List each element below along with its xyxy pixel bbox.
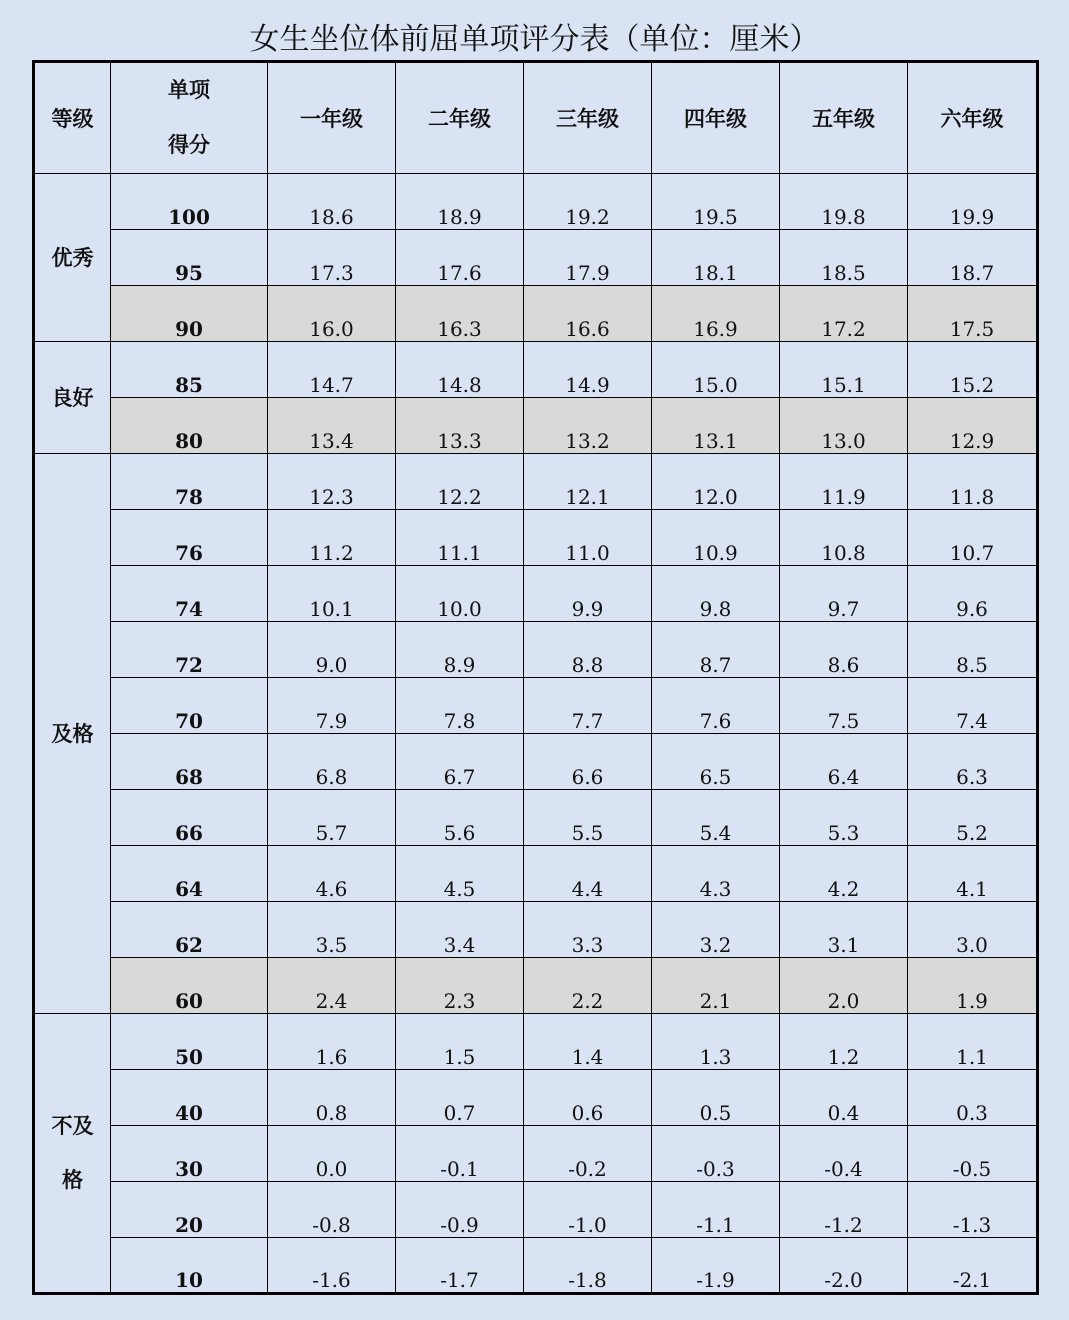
- value-cell: 6.6: [524, 734, 652, 790]
- value-cell: 5.7: [268, 790, 396, 846]
- value-cell: 10.8: [780, 510, 908, 566]
- grade-label: 良好: [34, 342, 111, 454]
- value-cell: -2.1: [908, 1238, 1038, 1294]
- value-cell: 6.7: [396, 734, 524, 790]
- value-cell: -1.2: [780, 1182, 908, 1238]
- value-cell: 13.3: [396, 398, 524, 454]
- value-cell: 19.2: [524, 174, 652, 230]
- score-cell: 74: [111, 566, 268, 622]
- value-cell: -0.9: [396, 1182, 524, 1238]
- value-cell: -1.7: [396, 1238, 524, 1294]
- header-grade-5: 五年级: [780, 62, 908, 174]
- value-cell: 15.2: [908, 342, 1038, 398]
- value-cell: 18.6: [268, 174, 396, 230]
- value-cell: 8.8: [524, 622, 652, 678]
- value-cell: 15.1: [780, 342, 908, 398]
- value-cell: 5.2: [908, 790, 1038, 846]
- value-cell: 17.6: [396, 230, 524, 286]
- value-cell: 11.1: [396, 510, 524, 566]
- value-cell: 5.6: [396, 790, 524, 846]
- value-cell: 6.3: [908, 734, 1038, 790]
- value-cell: 4.5: [396, 846, 524, 902]
- score-cell: 50: [111, 1014, 268, 1070]
- value-cell: 6.4: [780, 734, 908, 790]
- header-grade-4: 四年级: [652, 62, 780, 174]
- table-row: [34, 1238, 1038, 1294]
- value-cell: 1.3: [652, 1014, 780, 1070]
- value-cell: 19.5: [652, 174, 780, 230]
- value-cell: 10.0: [396, 566, 524, 622]
- value-cell: 17.9: [524, 230, 652, 286]
- table-row: [34, 230, 1038, 286]
- value-cell: 19.9: [908, 174, 1038, 230]
- value-cell: 7.8: [396, 678, 524, 734]
- score-cell: 76: [111, 510, 268, 566]
- header-score: [111, 62, 268, 174]
- value-cell: 3.0: [908, 902, 1038, 958]
- value-cell: 7.4: [908, 678, 1038, 734]
- value-cell: 12.9: [908, 398, 1038, 454]
- value-cell: 3.4: [396, 902, 524, 958]
- table-row: [34, 510, 1038, 566]
- value-cell: 18.1: [652, 230, 780, 286]
- table-row: [34, 454, 1038, 510]
- table-row: [34, 174, 1038, 230]
- value-cell: 1.1: [908, 1014, 1038, 1070]
- value-cell: 5.4: [652, 790, 780, 846]
- value-cell: -0.1: [396, 1126, 524, 1182]
- value-cell: 8.9: [396, 622, 524, 678]
- value-cell: 13.2: [524, 398, 652, 454]
- value-cell: 2.4: [268, 958, 396, 1014]
- value-cell: 1.6: [268, 1014, 396, 1070]
- value-cell: 4.1: [908, 846, 1038, 902]
- value-cell: 9.8: [652, 566, 780, 622]
- value-cell: 0.5: [652, 1070, 780, 1126]
- value-cell: 17.2: [780, 286, 908, 342]
- value-cell: 0.6: [524, 1070, 652, 1126]
- header-grade: 等级: [34, 62, 111, 174]
- value-cell: 4.2: [780, 846, 908, 902]
- value-cell: 1.5: [396, 1014, 524, 1070]
- table-row: [34, 398, 1038, 454]
- table-row: [34, 902, 1038, 958]
- table-row: [34, 1014, 1038, 1070]
- grade-label: 及格: [34, 454, 111, 1014]
- value-cell: 16.0: [268, 286, 396, 342]
- grade-label: [34, 1014, 111, 1294]
- score-cell: 85: [111, 342, 268, 398]
- table-row: [34, 1126, 1038, 1182]
- value-cell: 9.9: [524, 566, 652, 622]
- table-row: [34, 1070, 1038, 1126]
- value-cell: 9.7: [780, 566, 908, 622]
- table-row: [34, 790, 1038, 846]
- value-cell: 15.0: [652, 342, 780, 398]
- value-cell: 11.2: [268, 510, 396, 566]
- value-cell: 17.5: [908, 286, 1038, 342]
- score-cell: 68: [111, 734, 268, 790]
- value-cell: -0.3: [652, 1126, 780, 1182]
- value-cell: 18.7: [908, 230, 1038, 286]
- table-row: [34, 286, 1038, 342]
- value-cell: 14.7: [268, 342, 396, 398]
- value-cell: 3.3: [524, 902, 652, 958]
- table-row: [34, 622, 1038, 678]
- value-cell: 10.7: [908, 510, 1038, 566]
- value-cell: -2.0: [780, 1238, 908, 1294]
- value-cell: 12.3: [268, 454, 396, 510]
- value-cell: 3.1: [780, 902, 908, 958]
- grade-label: 优秀: [34, 174, 111, 342]
- value-cell: 8.5: [908, 622, 1038, 678]
- value-cell: 18.9: [396, 174, 524, 230]
- value-cell: 14.9: [524, 342, 652, 398]
- score-cell: 66: [111, 790, 268, 846]
- value-cell: 0.7: [396, 1070, 524, 1126]
- value-cell: 12.1: [524, 454, 652, 510]
- value-cell: 4.6: [268, 846, 396, 902]
- value-cell: 7.7: [524, 678, 652, 734]
- value-cell: 0.3: [908, 1070, 1038, 1126]
- value-cell: 19.8: [780, 174, 908, 230]
- score-cell: 100: [111, 174, 268, 230]
- value-cell: 10.9: [652, 510, 780, 566]
- value-cell: 10.1: [268, 566, 396, 622]
- score-cell: 62: [111, 902, 268, 958]
- value-cell: 5.3: [780, 790, 908, 846]
- value-cell: 11.9: [780, 454, 908, 510]
- value-cell: 5.5: [524, 790, 652, 846]
- score-cell: 72: [111, 622, 268, 678]
- value-cell: 1.9: [908, 958, 1038, 1014]
- value-cell: -1.3: [908, 1182, 1038, 1238]
- value-cell: 3.2: [652, 902, 780, 958]
- value-cell: 12.2: [396, 454, 524, 510]
- value-cell: -0.2: [524, 1126, 652, 1182]
- header-grade-1: 一年级: [268, 62, 396, 174]
- score-cell: 95: [111, 230, 268, 286]
- value-cell: 1.4: [524, 1014, 652, 1070]
- header-score-line2: 得分: [168, 133, 210, 157]
- value-cell: 18.5: [780, 230, 908, 286]
- value-cell: 4.3: [652, 846, 780, 902]
- value-cell: 6.5: [652, 734, 780, 790]
- value-cell: 7.9: [268, 678, 396, 734]
- value-cell: 16.3: [396, 286, 524, 342]
- value-cell: -1.8: [524, 1238, 652, 1294]
- score-cell: 90: [111, 286, 268, 342]
- value-cell: 16.6: [524, 286, 652, 342]
- value-cell: -1.6: [268, 1238, 396, 1294]
- value-cell: 13.1: [652, 398, 780, 454]
- value-cell: 3.5: [268, 902, 396, 958]
- value-cell: 11.8: [908, 454, 1038, 510]
- value-cell: 17.3: [268, 230, 396, 286]
- header-score-line1: 单项: [168, 78, 210, 102]
- score-cell: 40: [111, 1070, 268, 1126]
- value-cell: -1.9: [652, 1238, 780, 1294]
- value-cell: 6.8: [268, 734, 396, 790]
- value-cell: -1.0: [524, 1182, 652, 1238]
- value-cell: -0.5: [908, 1126, 1038, 1182]
- table-row: [34, 566, 1038, 622]
- score-cell: 78: [111, 454, 268, 510]
- value-cell: 13.4: [268, 398, 396, 454]
- value-cell: 2.2: [524, 958, 652, 1014]
- value-cell: 1.2: [780, 1014, 908, 1070]
- value-cell: -1.1: [652, 1182, 780, 1238]
- value-cell: 7.5: [780, 678, 908, 734]
- table-row: [34, 734, 1038, 790]
- score-cell: 70: [111, 678, 268, 734]
- grade-label-line: 不及: [51, 1114, 94, 1138]
- score-cell: 20: [111, 1182, 268, 1238]
- grade-label-line: 格: [62, 1168, 83, 1192]
- header-row: [34, 62, 1038, 174]
- header-grade-6: 六年级: [908, 62, 1038, 174]
- value-cell: 4.4: [524, 846, 652, 902]
- value-cell: -0.4: [780, 1126, 908, 1182]
- value-cell: 2.0: [780, 958, 908, 1014]
- value-cell: 12.0: [652, 454, 780, 510]
- value-cell: 11.0: [524, 510, 652, 566]
- value-cell: 14.8: [396, 342, 524, 398]
- value-cell: 16.9: [652, 286, 780, 342]
- table-row: [34, 342, 1038, 398]
- scoring-table: [32, 60, 1039, 1295]
- value-cell: 7.6: [652, 678, 780, 734]
- score-cell: 80: [111, 398, 268, 454]
- table-body: [34, 174, 1038, 1294]
- page-title: 女生坐位体前屈单项评分表（单位：厘米）: [249, 22, 820, 57]
- score-cell: 64: [111, 846, 268, 902]
- table-row: [34, 846, 1038, 902]
- value-cell: -0.8: [268, 1182, 396, 1238]
- value-cell: 0.0: [268, 1126, 396, 1182]
- value-cell: 9.0: [268, 622, 396, 678]
- table-row: [34, 958, 1038, 1014]
- value-cell: 9.6: [908, 566, 1038, 622]
- value-cell: 13.0: [780, 398, 908, 454]
- header-grade-3: 三年级: [524, 62, 652, 174]
- score-cell: 10: [111, 1238, 268, 1294]
- value-cell: 0.8: [268, 1070, 396, 1126]
- header-grade-2: 二年级: [396, 62, 524, 174]
- value-cell: 2.1: [652, 958, 780, 1014]
- score-cell: 30: [111, 1126, 268, 1182]
- score-cell: 60: [111, 958, 268, 1014]
- value-cell: 0.4: [780, 1070, 908, 1126]
- value-cell: 8.7: [652, 622, 780, 678]
- value-cell: 8.6: [780, 622, 908, 678]
- table-row: [34, 678, 1038, 734]
- table-row: [34, 1182, 1038, 1238]
- value-cell: 2.3: [396, 958, 524, 1014]
